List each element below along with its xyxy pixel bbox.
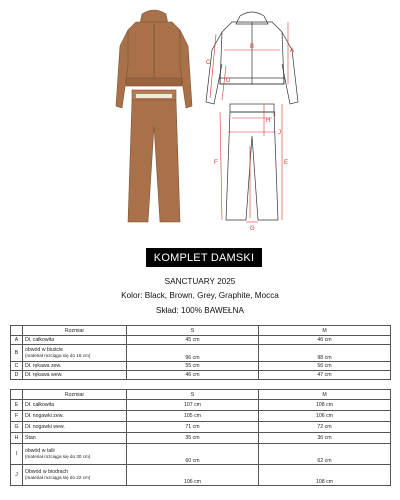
header-size-label: Rozmiar (23, 326, 127, 336)
header-size-s: S (127, 390, 259, 400)
table-row (11, 400, 391, 411)
row-name: obwód w talii (25, 448, 55, 454)
row-value-m: 72 cm (259, 422, 391, 433)
row-name: Dł. nogawki wew. (23, 422, 127, 433)
header-size-s: S (127, 326, 259, 336)
product-photo (108, 6, 200, 228)
collection-name: SANCTUARY 2025 (164, 277, 236, 286)
row-value-s: 96 cm (127, 345, 259, 362)
row-value-m: 106 cm (259, 411, 391, 422)
header-size-m: M (259, 390, 391, 400)
table-header-row (11, 390, 391, 400)
table-row (11, 444, 391, 465)
row-value-s: 45 cm (127, 336, 259, 345)
row-value-s: 35 cm (127, 433, 259, 444)
row-value-s: 71 cm (127, 422, 259, 433)
row-value-m: 62 cm (259, 444, 391, 465)
table-row (11, 371, 391, 380)
row-name: Dł. całkowita (23, 336, 127, 345)
label-e: E (284, 160, 289, 166)
row-name-cell (23, 465, 127, 486)
row-value-s: 46 cm (127, 371, 259, 380)
table-row (11, 336, 391, 345)
row-value-m: 108 cm (259, 465, 391, 486)
colors-line: Kolor: Black, Brown, Grey, Graphite, Mocca (121, 291, 279, 300)
row-code: A (11, 336, 23, 345)
row-value-m: 36 cm (259, 433, 391, 444)
row-code: E (11, 400, 23, 411)
row-value-m: 56 cm (259, 362, 391, 371)
row-value-s: 107 cm (127, 400, 259, 411)
label-d: D (226, 78, 231, 84)
row-note: (materiał rozciąga się do 30 cm) (25, 454, 91, 459)
row-value-s: 105 cm (127, 411, 259, 422)
row-code: B (11, 345, 23, 362)
label-b: B (250, 44, 255, 50)
row-code: C (11, 362, 23, 371)
row-name: Dł. rękawa zew. (23, 362, 127, 371)
row-note: (materiał rozciąga się do 18 cm) (25, 353, 91, 358)
label-i: I (274, 112, 276, 118)
row-value-m: 108 cm (259, 400, 391, 411)
row-name: Dł. nogawki zew. (23, 411, 127, 422)
label-c: C (206, 60, 211, 66)
trousers-photo (128, 90, 180, 222)
row-name: obwód w biuście (25, 347, 64, 353)
row-code: H (11, 433, 23, 444)
row-name-cell (23, 345, 127, 362)
row-value-m: 47 cm (259, 371, 391, 380)
size-table-bottom (10, 389, 391, 486)
row-code: D (11, 371, 23, 380)
row-name: Dł. całkowita (23, 400, 127, 411)
label-j: J (278, 130, 281, 136)
measurement-diagram (202, 6, 308, 232)
label-h: H (266, 118, 271, 124)
row-name: Stan (23, 433, 127, 444)
label-g: G (250, 226, 255, 232)
header-blank (11, 390, 23, 400)
row-code: F (11, 411, 23, 422)
table-row (11, 433, 391, 444)
table-row (11, 411, 391, 422)
row-name-cell (23, 444, 127, 465)
row-code: I (11, 444, 23, 465)
header-size-label: Rozmiar (23, 390, 127, 400)
size-table-top (10, 325, 391, 380)
header-size-m: M (259, 326, 391, 336)
row-name: Dł. rękawa wew. (23, 371, 127, 380)
header-blank (11, 326, 23, 336)
label-f: F (214, 160, 218, 166)
composition-line: Skład: 100% BAWEŁNA (156, 306, 244, 315)
label-a: A (290, 48, 295, 54)
row-note: (materiał rozciąga się do 22 cm) (25, 475, 91, 480)
table-row (11, 422, 391, 433)
row-name: Obwód w biodrach (25, 469, 68, 475)
table-row (11, 465, 391, 486)
table-header-row (11, 326, 391, 336)
row-value-s: 60 cm (127, 444, 259, 465)
row-value-s: 106 cm (127, 465, 259, 486)
row-code: G (11, 422, 23, 433)
row-value-m: 98 cm (259, 345, 391, 362)
row-value-m: 46 cm (259, 336, 391, 345)
table-row (11, 362, 391, 371)
row-code: J (11, 465, 23, 486)
row-value-s: 55 cm (127, 362, 259, 371)
product-title: KOMPLET DAMSKI (146, 248, 262, 267)
table-row (11, 345, 391, 362)
